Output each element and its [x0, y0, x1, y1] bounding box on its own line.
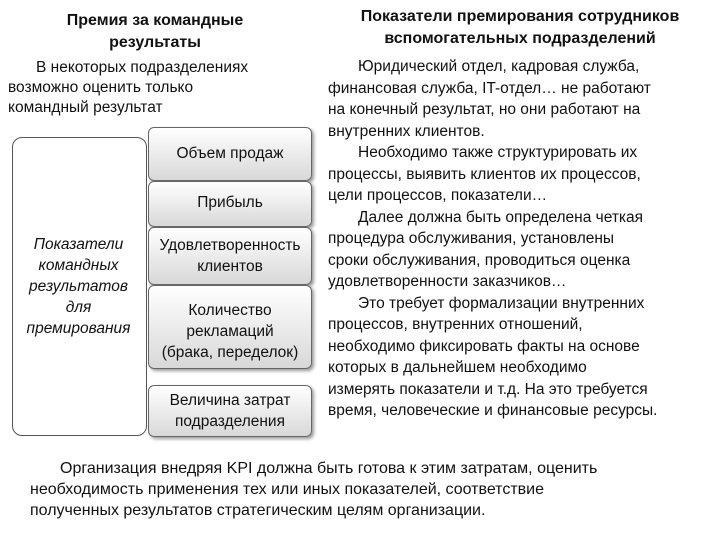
body-line: процессы, выявить клиентов их процессов,	[328, 165, 641, 183]
body-line: финансовая служба, IT-отдел… не работают	[328, 79, 651, 97]
body-line: Это требует формализации внутренних	[358, 294, 645, 312]
body-line: измерять показатели и т.д. На это требуется	[328, 380, 648, 398]
conclusion-line: Организация внедряя KPI должна быть готова к этим затратам, оценить	[60, 460, 598, 477]
indicator-box-complaints-label: Количество рекламаций (брака, переделок)	[161, 302, 299, 361]
left-title	[30, 10, 280, 54]
conclusion-line: необходимость применения тех или иных показателей, соответствие	[30, 481, 544, 498]
indicator-box-sales-label: Объем продаж	[176, 145, 284, 162]
left-title-line: результаты	[109, 34, 201, 51]
conclusion-line: полученных результатов стратегическим целям организации.	[30, 502, 486, 519]
body-line: удовлетворенности заказчиков…	[328, 273, 567, 290]
body-line: необходимо фиксировать факты на основе	[328, 337, 640, 355]
indicators-group-label: Показатели командных результатов для премирования	[26, 236, 131, 337]
right-title-line: вспомогательных подразделений	[384, 30, 656, 47]
body-line: процедура обслуживания, установлены	[328, 230, 615, 247]
body-line: внутренних клиентов.	[328, 122, 485, 140]
body-line: Далее должна быть определена четкая	[358, 208, 644, 226]
body-line: время, человеческие и финансовые ресурсы.	[328, 402, 658, 419]
indicator-box-satisfaction-label: Удовлетворенность клиентов	[159, 237, 301, 275]
left-intro-line: командный результат	[8, 99, 163, 116]
body-line: Юридический отдел, кадровая служба,	[358, 58, 640, 75]
conclusion-text	[30, 458, 710, 521]
body-line: которых в дальнейшем необходимо	[328, 359, 587, 376]
right-title-line: Показатели премирования сотрудников	[360, 8, 680, 25]
left-intro	[8, 58, 318, 118]
right-body	[328, 56, 720, 422]
body-line: на конечный результат, но они работают на	[328, 101, 641, 118]
body-line: цели процессов, показатели…	[328, 187, 548, 204]
left-intro-line: В некоторых подразделениях	[36, 59, 249, 76]
right-title	[322, 6, 718, 50]
body-line: процессов, внутренних отношений,	[328, 316, 583, 333]
left-intro-line: возможно оценить только	[8, 79, 194, 96]
left-title-line: Премия за командные	[66, 12, 244, 29]
indicator-box-profit-label: Прибыль	[197, 194, 263, 211]
body-line: сроки обслуживания, проводиться оценка	[328, 251, 631, 269]
body-line: Необходимо также структурировать их	[358, 144, 638, 161]
indicator-box-costs-label: Величина затрат подразделения	[169, 392, 291, 430]
